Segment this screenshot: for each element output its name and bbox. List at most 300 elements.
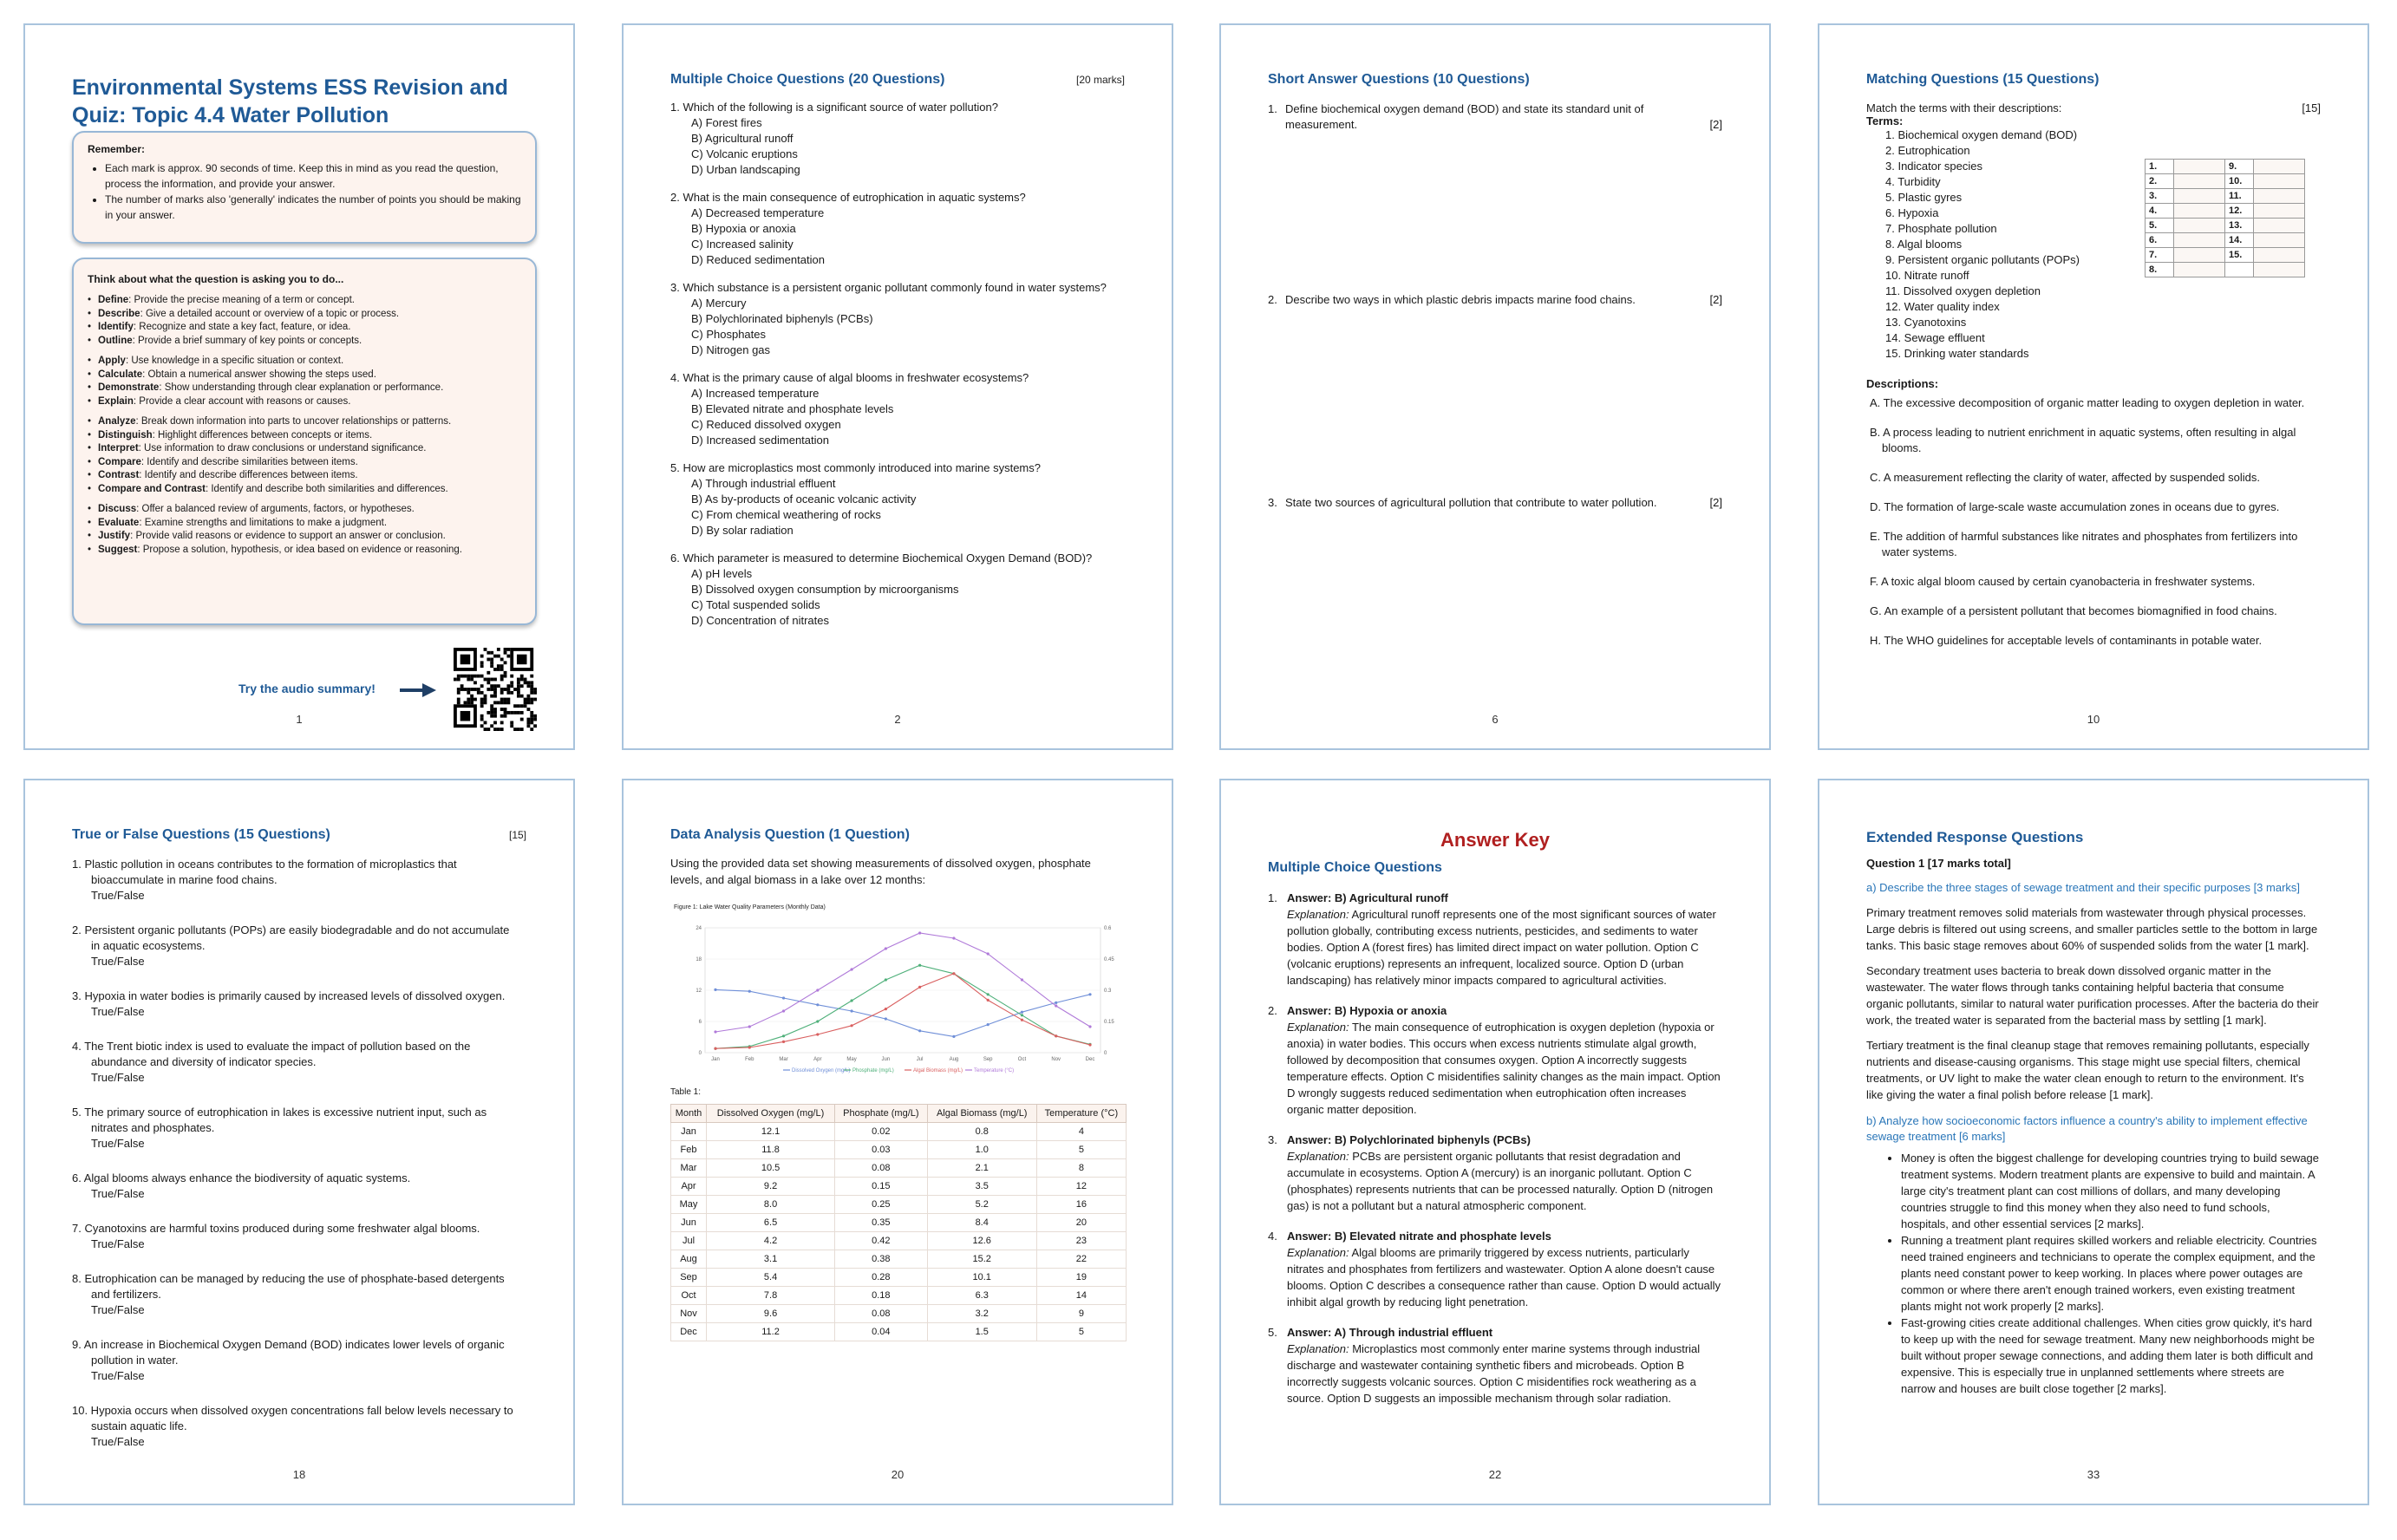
x-tick-label: Feb: [745, 1057, 754, 1062]
table-cell: 0.08: [835, 1305, 928, 1323]
answer-option: D) Concentration of nitrates: [691, 614, 829, 627]
page-1: [23, 23, 575, 750]
data-point: [1088, 993, 1091, 995]
data-point: [1088, 1043, 1091, 1046]
table-cell: 0.08: [835, 1159, 928, 1178]
answer-explanation: [1287, 906, 1722, 989]
answer-cell[interactable]: [2174, 219, 2225, 233]
table-cell: Jul: [671, 1232, 707, 1250]
page-6: [1219, 23, 1771, 750]
y-tick-label-left: 6: [698, 1020, 702, 1025]
page-number: 22: [1488, 1468, 1502, 1481]
table-cell: 0.15: [835, 1178, 928, 1196]
answer-number: 12.: [2225, 204, 2254, 219]
table-row: [2146, 248, 2305, 263]
table-header-row: [671, 1105, 1127, 1123]
answer-explanation: [1287, 1244, 1722, 1310]
question-number: 3.: [1268, 496, 1277, 509]
mcq-question: [670, 551, 1125, 629]
answer-option: A) Increased temperature: [691, 387, 820, 400]
data-point: [714, 1047, 716, 1050]
question-title: Question 1 [17 marks total]: [1866, 857, 2011, 870]
table-cell: 4: [1036, 1123, 1126, 1141]
data-point: [748, 1025, 751, 1028]
true-false-answer: True/False: [91, 1071, 145, 1084]
answer-label: Answer: B) Polychlorinated biphenyls (PCBs): [1287, 1133, 1531, 1146]
answer-cell[interactable]: [2254, 160, 2305, 174]
answer-option: D) Reduced sedimentation: [691, 253, 825, 266]
table-cell: 22: [1036, 1250, 1126, 1269]
command-term-word: Explain: [98, 395, 134, 407]
answer-number: [2225, 263, 2254, 277]
remember-box: [72, 131, 537, 244]
data-point: [987, 999, 989, 1002]
matching-term: 3. Indicator species: [1885, 160, 1983, 173]
command-term-word: Interpret: [98, 443, 139, 454]
data-point: [1021, 1019, 1023, 1021]
y-tick-label-right: 0.15: [1104, 1020, 1114, 1025]
matching-term: 2. Eutrophication: [1885, 144, 1970, 157]
command-term-group: [88, 355, 521, 408]
answer-cell[interactable]: [2254, 204, 2305, 219]
chart-title: Figure 1: Lake Water Quality Parameters (Monthly Data): [674, 904, 826, 910]
matching-term: 11. Dissolved oxygen depletion: [1885, 284, 2041, 297]
short-answer-question: [1268, 495, 1722, 511]
matching-term: 8. Algal blooms: [1885, 238, 1963, 251]
true-false-question: [72, 1171, 526, 1202]
table-cell: 0.28: [835, 1269, 928, 1287]
data-point: [748, 1046, 751, 1048]
table-row: [2146, 160, 2305, 174]
answer-body: [1287, 1132, 1722, 1214]
command-term-definition: : Provide a brief summary of key points or concepts.: [132, 335, 362, 346]
table-cell: Dec: [671, 1323, 707, 1341]
command-term: [88, 321, 521, 335]
explanation-label: Explanation:: [1287, 1150, 1349, 1163]
command-term: [88, 429, 521, 443]
true-false-question: [72, 1271, 526, 1318]
table-cell: Feb: [671, 1141, 707, 1159]
data-point: [987, 952, 989, 955]
table-cell: 6.5: [707, 1214, 835, 1232]
data-point: [714, 1030, 716, 1033]
table-header: Month: [671, 1105, 707, 1123]
true-false-answer: True/False: [91, 1435, 145, 1448]
answer-option: B) Polychlorinated biphenyls (PCBs): [691, 312, 873, 325]
table-cell: 9: [1036, 1305, 1126, 1323]
y-tick-label-left: 24: [696, 926, 702, 931]
answer-option: D) Increased sedimentation: [691, 434, 829, 447]
answer-bullet: • Money is often the biggest challenge for developing countries trying to build sewage treatment systems. Modern treatment plants are expensive to build and maintain. A large city's treatment plant can cost millions of dollars, and many developing countries struggle to find this money when they also need to fund schools, hospitals, and other essential services [2 marks].: [1901, 1150, 2321, 1232]
command-term-definition: : Show understanding through clear explanation or performance.: [159, 382, 444, 393]
matching-term: 5. Plastic gyres: [1885, 191, 1963, 204]
answer-cell[interactable]: [2174, 248, 2225, 263]
data-point: [885, 947, 887, 949]
command-term-group: [88, 503, 521, 557]
command-term: [88, 335, 521, 349]
answer-number: 13.: [2225, 219, 2254, 233]
legend-entry: Algal Biomass (mg/L): [913, 1068, 963, 1073]
table-cell: 2.1: [927, 1159, 1036, 1178]
data-point: [1021, 1014, 1023, 1016]
remember-item: • The number of marks also 'generally' indicates the number of points you should be making in your answer.: [105, 192, 521, 223]
data-point: [918, 1029, 921, 1032]
data-point: [748, 990, 751, 993]
section-marks: [20 marks]: [1075, 74, 1125, 86]
answer-cell[interactable]: [2174, 204, 2225, 219]
data-point: [782, 1034, 785, 1037]
command-term-definition: : Use information to draw conclusions or understand significance.: [138, 443, 427, 454]
answer-cell[interactable]: [2174, 189, 2225, 204]
answer-explanation: [1287, 1341, 1722, 1406]
command-term-word: Identify: [98, 322, 134, 332]
table-cell: Oct: [671, 1287, 707, 1305]
y-tick-label-right: 0.6: [1104, 926, 1112, 931]
command-term-word: Discuss: [98, 504, 137, 514]
page-33: [1818, 779, 2369, 1505]
command-term: [88, 483, 521, 497]
answer-option: A) Decreased temperature: [691, 206, 825, 219]
answer-option: B) Elevated nitrate and phosphate levels: [691, 402, 894, 415]
answer-cell[interactable]: [2254, 174, 2305, 189]
command-term-definition: : Propose a solution, hypothesis, or idea based on evidence or reasoning.: [137, 544, 463, 555]
table-cell: May: [671, 1196, 707, 1214]
answer-paragraph: Primary treatment removes solid materials from wastewater through physical processes. Large debris is filtered out using screens, and smaller particles settle to the bottom in large tanks. This basic stage removes about 60% of suspended solids from the water [1 mark].: [1866, 906, 2318, 952]
command-term: [88, 294, 521, 308]
answer-option: A) Forest fires: [691, 116, 762, 129]
page-number: 10: [2087, 713, 2100, 726]
matching-description: E. The addition of harmful substances like nitrates and phosphates from fertilizers into water systems.: [1870, 530, 2298, 558]
table-row: [671, 1214, 1127, 1232]
table-row: [671, 1178, 1127, 1196]
command-term-word: Distinguish: [98, 429, 153, 440]
table-header: Dissolved Oxygen (mg/L): [707, 1105, 835, 1123]
answer-label: Answer: B) Elevated nitrate and phosphate levels: [1287, 1230, 1551, 1243]
page-22: [1219, 779, 1771, 1505]
table-cell: 16: [1036, 1196, 1126, 1214]
section-heading: Extended Response Questions: [1866, 829, 2084, 845]
answer-option: B) As by-products of oceanic volcanic activity: [691, 493, 917, 506]
answer-number: 3.: [2146, 189, 2174, 204]
question-text: 3. Which substance is a persistent organic pollutant commonly found in water systems?: [670, 281, 1107, 294]
matching-term: 10. Nitrate runoff: [1885, 269, 1969, 282]
table-row: [671, 1305, 1127, 1323]
table-cell: 14: [1036, 1287, 1126, 1305]
page-number: 33: [2087, 1468, 2100, 1481]
question-marks: [2]: [1709, 293, 1722, 306]
answer-option: C) Total suspended solids: [691, 598, 820, 611]
answer-explanation: [1287, 1019, 1722, 1118]
command-term: [88, 442, 521, 456]
question-text: 1. Which of the following is a significant source of water pollution?: [670, 101, 998, 114]
matching-description: G. An example of a persistent pollutant that becomes biomagnified in food chains.: [1870, 604, 2277, 617]
data-point: [885, 1017, 887, 1020]
mcq-question: [670, 370, 1125, 448]
true-false-answer: True/False: [91, 955, 145, 968]
data-point: [952, 1035, 955, 1038]
question-text: 9. An increase in Biochemical Oxygen Demand (BOD) indicates lower levels of organic: [72, 1338, 505, 1351]
short-answer-question: [1268, 101, 1722, 133]
mcq-question: [670, 190, 1125, 268]
answer-paragraph: Secondary treatment uses bacteria to break down dissolved organic matter in the wastewater. The water flows through tanks containing helpful bacteria that consume organic pollutants, similar to natural water purification processes. After the bacteria do their work, the treated water is separated from the bacterial mass by settling [1 mark].: [1866, 964, 2319, 1027]
command-terms-box: [72, 258, 537, 625]
data-point: [816, 1020, 819, 1022]
answer-option: C) Reduced dissolved oxygen: [691, 418, 841, 431]
command-term-definition: : Offer a balanced review of arguments, factors, or hypotheses.: [136, 504, 415, 514]
command-term-definition: : Provide the precise meaning of a term or concept.: [128, 295, 355, 305]
true-false-answer: True/False: [91, 889, 145, 902]
answer-option: D) Nitrogen gas: [691, 343, 771, 356]
table-cell: 8: [1036, 1159, 1126, 1178]
descriptions-label: Descriptions:: [1866, 377, 1939, 390]
answer-cell[interactable]: [2254, 248, 2305, 263]
table-cell: 0.18: [835, 1287, 928, 1305]
arrow-right-icon: [400, 683, 436, 697]
answer-cell[interactable]: [2174, 233, 2225, 248]
table-row: [671, 1250, 1127, 1269]
table-cell: 12.6: [927, 1232, 1036, 1250]
data-point: [885, 978, 887, 981]
data-point: [918, 986, 921, 989]
answer-key-item: [1268, 1132, 1722, 1214]
legend-entry: Temperature (°C): [974, 1068, 1015, 1073]
true-false-answer: True/False: [91, 1369, 145, 1382]
data-point: [1055, 1034, 1057, 1037]
question-text-continued: bioaccumulate in marine food chains.: [91, 873, 278, 886]
answer-bullet: • Fast-growing cities create additional challenges. When cities grow quickly, it's hard to keep up with the need for sewage treatment. Many new neighborhoods might be built without proper sewage connections, and adding them later is both difficult and expensive. This is especially true in unplanned settlements where streets are narrow and houses are built close together [2 marks].: [1901, 1315, 2321, 1397]
data-point: [816, 1003, 819, 1006]
data-point: [1021, 978, 1023, 981]
y-tick-label-right: 0: [1104, 1051, 1107, 1056]
y-tick-label-left: 0: [698, 1051, 702, 1056]
water-quality-chart: [670, 900, 1128, 1082]
x-tick-label: Jan: [711, 1057, 720, 1062]
matching-description: H. The WHO guidelines for acceptable levels of contaminants in potable water.: [1870, 634, 2263, 647]
answer-bullets: [1866, 1150, 2321, 1397]
command-term-definition: : Use knowledge in a specific situation or context.: [125, 356, 344, 366]
command-term-definition: : Identify and describe both similarities and differences.: [205, 483, 448, 494]
table-cell: 8.0: [707, 1196, 835, 1214]
page-18: [23, 779, 575, 1505]
answer-key-item: [1268, 890, 1722, 989]
explanation-label: Explanation:: [1287, 908, 1349, 921]
matching-term: 12. Water quality index: [1885, 300, 2000, 313]
table-cell: 10.5: [707, 1159, 835, 1178]
table-cell: 10.1: [927, 1269, 1036, 1287]
table-cell: 0.03: [835, 1141, 928, 1159]
table-cell: 5.2: [927, 1196, 1036, 1214]
data-point: [1055, 1004, 1057, 1007]
question-text: 8. Eutrophication can be managed by reducing the use of phosphate-based detergents: [72, 1272, 505, 1285]
answer-explanation: [1287, 1148, 1722, 1214]
x-tick-label: Nov: [1051, 1057, 1061, 1062]
question-text: 4. What is the primary cause of algal blooms in freshwater ecosystems?: [670, 371, 1029, 384]
data-point: [850, 1024, 852, 1027]
document-title: Environmental Systems ESS Revision and Quiz: Topic 4.4 Water Pollution: [72, 75, 508, 127]
question-number: 2.: [1268, 293, 1277, 306]
answer-option: C) From chemical weathering of rocks: [691, 508, 881, 521]
command-term-definition: : Provide a clear account with reasons or causes.: [133, 395, 351, 407]
true-false-question: [72, 1039, 526, 1086]
table-header: Temperature (°C): [1036, 1105, 1126, 1123]
command-term: [88, 415, 521, 429]
answer-number: 5.: [1268, 1326, 1277, 1339]
command-term: [88, 544, 521, 558]
answer-cell[interactable]: [2254, 233, 2305, 248]
command-terms-title: Think about what the question is asking you to do...: [88, 273, 344, 285]
command-term-word: Calculate: [98, 369, 143, 380]
data-point: [1021, 1011, 1023, 1014]
answer-label: Answer: B) Hypoxia or anoxia: [1287, 1004, 1447, 1017]
command-term: [88, 517, 521, 531]
answer-number: 5.: [2146, 219, 2174, 233]
table-caption: Table 1:: [670, 1087, 702, 1097]
answer-label: Answer: B) Agricultural runoff: [1287, 891, 1448, 904]
matching-description: A. The excessive decomposition of organic matter leading to oxygen depletion in water.: [1870, 396, 2305, 409]
table-row: [2146, 219, 2305, 233]
answer-cell[interactable]: [2174, 174, 2225, 189]
command-term-word: Evaluate: [98, 517, 140, 528]
answer-cell[interactable]: [2174, 160, 2225, 174]
x-tick-label: Jun: [881, 1057, 891, 1062]
answer-key-item: [1268, 1002, 1722, 1118]
matching-term: 6. Hypoxia: [1885, 206, 1939, 219]
answer-option: B) Agricultural runoff: [691, 132, 794, 145]
x-tick-label: May: [846, 1057, 857, 1062]
table-cell: 1.5: [927, 1323, 1036, 1341]
table-cell: 5.4: [707, 1269, 835, 1287]
answer-option: C) Phosphates: [691, 328, 766, 341]
answer-number: 6.: [2146, 233, 2174, 248]
command-term-group: [88, 415, 521, 496]
command-term: [88, 530, 521, 544]
answer-number: 7.: [2146, 248, 2174, 263]
answer-number: 4.: [2146, 204, 2174, 219]
answer-number: 11.: [2225, 189, 2254, 204]
explanation-label: Explanation:: [1287, 1342, 1349, 1355]
command-term: [88, 369, 521, 382]
answer-option: C) Increased salinity: [691, 238, 794, 251]
answer-cell[interactable]: [2174, 263, 2225, 277]
y-tick-label-left: 12: [696, 989, 702, 994]
command-term-definition: : Provide valid reasons or evidence to support an answer or conclusion.: [130, 531, 446, 541]
mcq-question: [670, 280, 1125, 358]
table-row: [671, 1232, 1127, 1250]
table-cell: 20: [1036, 1214, 1126, 1232]
table-cell: 3.5: [927, 1178, 1036, 1196]
page-number: 18: [292, 1468, 306, 1481]
data-point: [782, 996, 785, 999]
explanation-text: Algal blooms are primarily triggered by excess nutrients, particularly nitrates and phosphates from fertilizers and wastewater. Option A alone doesn't cause blooms. Option C describes a consequence rather than cause. Option D would actually inhibit algal growth by reducing light penetration.: [1287, 1246, 1721, 1308]
short-answer-question: [1268, 292, 1722, 308]
answer-cell[interactable]: [2254, 219, 2305, 233]
command-term: [88, 503, 521, 517]
question-text: 10. Hypoxia occurs when dissolved oxygen concentrations fall below levels necessary to: [72, 1404, 513, 1417]
table-row: [2146, 263, 2305, 277]
table-cell: 1.0: [927, 1141, 1036, 1159]
data-point: [1088, 1025, 1091, 1028]
table-cell: 23: [1036, 1232, 1126, 1250]
data-point: [816, 989, 819, 991]
table-row: [2146, 204, 2305, 219]
answer-key-subtitle: Multiple Choice Questions: [1268, 860, 1442, 875]
answer-cell[interactable]: [2254, 263, 2305, 277]
matching-description: B. A process leading to nutrient enrichment in aquatic systems, often resulting in algal blooms.: [1870, 426, 2296, 454]
page-number: 1: [296, 713, 303, 726]
answer-number: 15.: [2225, 248, 2254, 263]
table-cell: 12.1: [707, 1123, 835, 1141]
data-point: [918, 964, 921, 967]
matching-description: C. A measurement reflecting the clarity of water, affected by suspended solids.: [1870, 471, 2260, 484]
true-false-question: [72, 923, 526, 969]
question-text: 5. How are microplastics most commonly introduced into marine systems?: [670, 461, 1041, 474]
answer-option: A) Through industrial effluent: [691, 477, 836, 490]
command-term-definition: : Recognize and state a key fact, feature, or idea.: [133, 322, 351, 332]
answer-option: B) Dissolved oxygen consumption by microorganisms: [691, 583, 959, 596]
table-row: [671, 1159, 1127, 1178]
answer-option: C) Volcanic eruptions: [691, 147, 798, 160]
answer-number: 2.: [1268, 1004, 1277, 1017]
answer-option: D) Urban landscaping: [691, 163, 800, 176]
explanation-text: Agricultural runoff represents one of the most significant sources of water pollution globally, contributing excess nutrients, pesticides, and sediments to water bodies. Option A (forest fires) has limited direct impact on water pollution. Option C (volcanic eruptions) represents an infrequent, localized source. Option D (urban landscaping) has relatively minor impacts compared to agricultural activities.: [1287, 908, 1716, 987]
data-point: [850, 999, 852, 1002]
y-tick-label-right: 0.45: [1104, 957, 1114, 962]
x-tick-label: Aug: [949, 1057, 959, 1062]
table-cell: 3.1: [707, 1250, 835, 1269]
command-term-definition: : Obtain a numerical answer showing the steps used.: [142, 369, 376, 380]
table-cell: 0.04: [835, 1323, 928, 1341]
question-text-continued: and fertilizers.: [91, 1288, 161, 1301]
question-text-continued: abundance and diversity of indicator species.: [91, 1055, 317, 1068]
command-term-definition: : Examine strengths and limitations to make a judgment.: [139, 517, 388, 528]
table-row: [671, 1287, 1127, 1305]
answer-cell[interactable]: [2254, 189, 2305, 204]
true-false-answer: True/False: [91, 1137, 145, 1150]
question-number: 1.: [1268, 102, 1277, 115]
explanation-text: Microplastics most commonly enter marine systems through industrial discharge and wastewater containing synthetic fibers and microbeads. Option B incorrectly suggests volcanic sources. Option C misidentifies rock weathering as a source. Option D suggests an impossible mechanism through solar radiation.: [1287, 1342, 1701, 1405]
question-text-continued: in aquatic ecosystems.: [91, 939, 206, 952]
data-point: [850, 1009, 852, 1012]
question-text-continued: nitrates and phosphates.: [91, 1121, 215, 1134]
table-cell: Jun: [671, 1214, 707, 1232]
data-point: [987, 1023, 989, 1026]
table-cell: Aug: [671, 1250, 707, 1269]
question-text: Define biochemical oxygen demand (BOD) and state its standard unit of measurement.: [1285, 102, 1644, 131]
question-text: 2. What is the main consequence of eutrophication in aquatic systems?: [670, 191, 1026, 204]
command-term-word: Justify: [98, 531, 131, 541]
table-cell: 11.2: [707, 1323, 835, 1341]
matching-term: 1. Biochemical oxygen demand (BOD): [1885, 128, 2078, 141]
explanation-text: PCBs are persistent organic pollutants that resist degradation and accumulate in ecosystems. Option A (mercury) is an inorganic pollutant. Option C (phosphates) represents nutrients that can be processed naturally. Option D (nitrogen gas) is not a pollutant but a natural atmospheric component.: [1287, 1150, 1714, 1212]
command-term-definition: : Identify and describe similarities between items.: [140, 456, 358, 467]
x-tick-label: Apr: [813, 1057, 822, 1062]
page-10: [1818, 23, 2369, 750]
data-point: [816, 1033, 819, 1035]
command-term-definition: : Highlight differences between concepts or items.: [152, 429, 373, 440]
command-term: [88, 469, 521, 483]
table-cell: 4.2: [707, 1232, 835, 1250]
page-number: 2: [894, 713, 901, 726]
answer-body: [1287, 1002, 1722, 1118]
command-term: [88, 308, 521, 322]
table-cell: Apr: [671, 1178, 707, 1196]
command-term-word: Define: [98, 295, 129, 305]
true-false-answer: True/False: [91, 1303, 145, 1316]
terms-label: Terms:: [1866, 114, 1904, 127]
answer-number: 4.: [1268, 1230, 1277, 1243]
answer-option: A) Mercury: [691, 297, 747, 310]
table-cell: 0.8: [927, 1123, 1036, 1141]
